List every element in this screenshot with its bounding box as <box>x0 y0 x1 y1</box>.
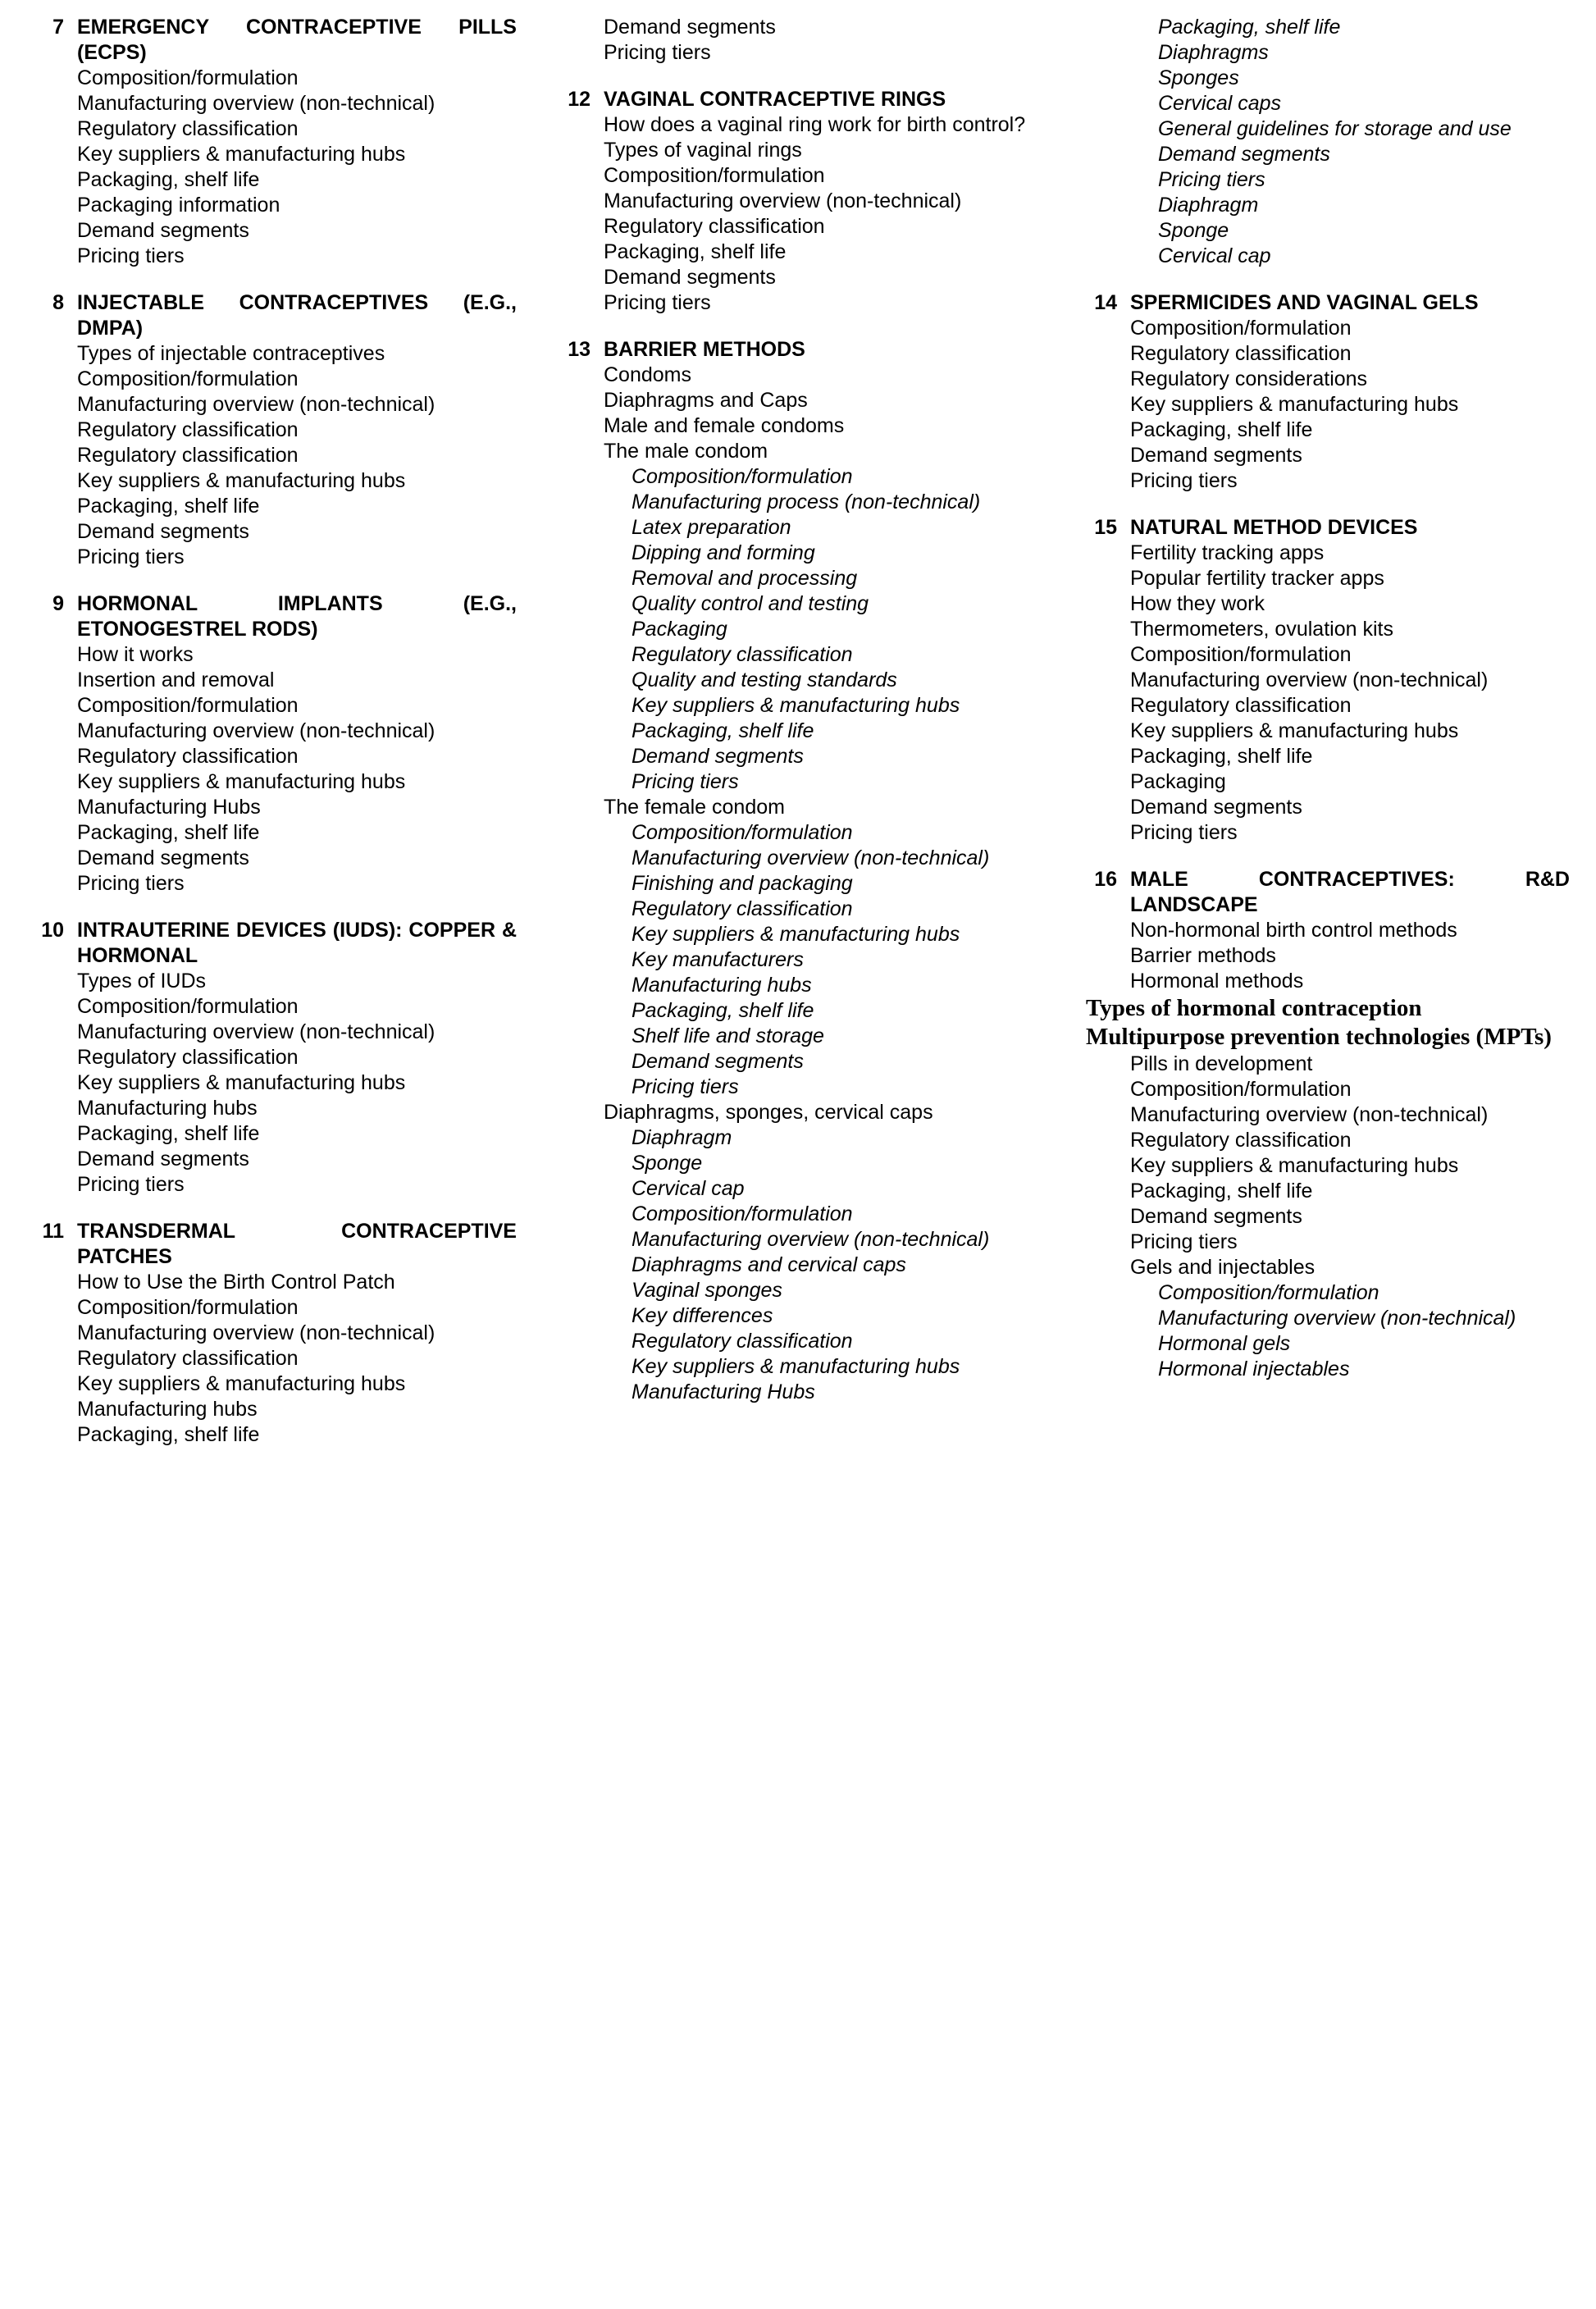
toc-subitem[interactable]: Key suppliers & manufacturing hubs <box>77 1071 406 1094</box>
toc-subsubitem[interactable]: Packaging <box>632 618 727 641</box>
toc-section-heading[interactable]: Types of hormonal contraception <box>1086 995 1422 1021</box>
toc-subsubitem[interactable]: Regulatory classification <box>632 897 853 920</box>
toc-subsubitem[interactable]: Finishing and packaging <box>632 872 853 895</box>
toc-subitem[interactable]: Key suppliers & manufacturing hubs <box>77 1372 406 1395</box>
toc-subsubitem[interactable]: Dipping and forming <box>632 541 815 564</box>
toc-subitem[interactable]: Diaphragms and Caps <box>604 389 808 412</box>
toc-subitem[interactable]: Regulatory classification <box>77 1046 299 1069</box>
toc-subitem[interactable]: How does a vaginal ring work for birth control? <box>604 113 1026 136</box>
toc-subitem[interactable]: Manufacturing hubs <box>77 1097 258 1120</box>
toc-column-1 <box>33 15 517 1448</box>
toc-subitem[interactable]: Regulatory classification <box>77 1347 299 1370</box>
toc-subitem[interactable]: Composition/formulation <box>77 66 299 89</box>
toc-subsubitem[interactable]: Hormonal injectables <box>1158 1358 1350 1380</box>
toc-section-heading[interactable]: Multipurpose prevention technologies (MPTs) <box>1086 1024 1552 1050</box>
toc-subitem[interactable]: Barrier methods <box>1130 944 1276 967</box>
toc-subitem[interactable]: Demand segments <box>77 219 249 242</box>
toc-entry-10[interactable] <box>33 918 517 969</box>
toc-subsubitem[interactable]: Regulatory classification <box>632 643 853 666</box>
toc-entry-7[interactable] <box>33 15 517 66</box>
toc-subsubitem[interactable]: Composition/formulation <box>1158 1281 1379 1304</box>
entry-number: 13 <box>568 338 591 361</box>
entry-title: INJECTABLE CONTRACEPTIVES (E.G., DMPA) <box>77 291 517 340</box>
toc-subitem[interactable]: Manufacturing overview (non-technical) <box>77 1020 435 1043</box>
toc-subitem[interactable]: Composition/formulation <box>77 1296 299 1319</box>
toc-subitem[interactable]: Pills in development <box>1130 1052 1313 1075</box>
toc-subitem[interactable]: Demand segments <box>77 520 249 543</box>
toc-subitem[interactable]: Male and female condoms <box>604 414 845 437</box>
toc-subsubitem[interactable]: Pricing tiers <box>632 1075 739 1098</box>
toc-subitem[interactable]: Regulatory considerations <box>1130 367 1368 390</box>
toc-subsubitem[interactable]: Diaphragm <box>632 1126 732 1149</box>
toc-entry-8[interactable] <box>33 290 517 341</box>
toc-subsubitem[interactable]: Cervical cap <box>632 1177 745 1200</box>
toc-subitem[interactable]: Manufacturing overview (non-technical) <box>77 92 435 115</box>
toc-subitem[interactable]: Packaging, shelf life <box>1130 418 1313 441</box>
toc-subitem[interactable]: Manufacturing Hubs <box>77 796 261 819</box>
entry-number: 14 <box>1094 291 1117 314</box>
toc-subitem[interactable]: Regulatory classification <box>604 215 825 238</box>
entry-number: 12 <box>568 88 591 111</box>
toc-subitem[interactable]: Composition/formulation <box>604 164 825 187</box>
toc-entry-14[interactable] <box>1086 290 1570 316</box>
toc-subitem[interactable]: Hormonal methods <box>1130 970 1304 993</box>
toc-subitem[interactable]: Insertion and removal <box>77 669 275 691</box>
toc-subitem[interactable]: How they work <box>1130 592 1265 615</box>
toc-subitem[interactable]: Pricing tiers <box>604 41 711 64</box>
toc-subsubitem[interactable]: Cervical cap <box>1158 244 1271 267</box>
entry-title: SPERMICIDES AND VAGINAL GELS <box>1130 291 1479 314</box>
toc-subsubitem[interactable]: Demand segments <box>632 745 804 768</box>
toc-subitem[interactable]: Key suppliers & manufacturing hubs <box>1130 1154 1459 1177</box>
toc-subsubitem[interactable]: Sponge <box>632 1152 703 1175</box>
toc-subitem[interactable]: Manufacturing overview (non-technical) <box>77 1321 435 1344</box>
toc-subitem[interactable]: Regulatory classification <box>77 444 299 467</box>
toc-entry-11[interactable] <box>33 1219 517 1270</box>
toc-subsubitem[interactable]: Packaging, shelf life <box>1158 16 1341 39</box>
toc-subitem[interactable]: Demand segments <box>604 266 776 289</box>
toc-subitem[interactable]: Pricing tiers <box>1130 469 1238 492</box>
toc-subsubitem[interactable]: Hormonal gels <box>1158 1332 1291 1355</box>
toc-subsubitem[interactable]: Diaphragm <box>1158 194 1259 217</box>
toc-subitem[interactable]: Demand segments <box>1130 444 1302 467</box>
toc-subsubitem[interactable]: Manufacturing process (non-technical) <box>632 491 981 513</box>
toc-subitem[interactable]: Composition/formulation <box>77 694 299 717</box>
toc-subsubitem[interactable]: Manufacturing overview (non-technical) <box>632 846 990 869</box>
toc-subitem[interactable]: Packaging, shelf life <box>77 495 260 518</box>
toc-subitem[interactable]: Key suppliers & manufacturing hubs <box>77 770 406 793</box>
entry-number: 15 <box>1094 516 1117 539</box>
toc-subsubitem[interactable]: Pricing tiers <box>632 770 739 793</box>
toc-subitem[interactable]: Key suppliers & manufacturing hubs <box>1130 393 1459 416</box>
toc-subitem[interactable]: Composition/formulation <box>1130 317 1352 340</box>
toc-subitem[interactable]: Pricing tiers <box>1130 1230 1238 1253</box>
toc-subsubitem[interactable]: Sponge <box>1158 219 1229 242</box>
toc-subitem[interactable]: Types of IUDs <box>77 970 206 993</box>
toc-subsubitem[interactable]: Demand segments <box>1158 143 1330 166</box>
entry-title: EMERGENCY CONTRACEPTIVE PILLS (ECPS) <box>77 16 517 64</box>
entry-title: INTRAUTERINE DEVICES (IUDS): COPPER & HORMONAL <box>77 919 517 967</box>
toc-subitem[interactable]: Composition/formulation <box>1130 1078 1352 1101</box>
toc-subsubitem[interactable]: Demand segments <box>632 1050 804 1073</box>
toc-subsubitem[interactable]: Vaginal sponges <box>632 1279 782 1302</box>
toc-subsubitem[interactable]: Manufacturing overview (non-technical) <box>632 1228 990 1251</box>
entry-number: 9 <box>52 592 64 615</box>
toc-subitem[interactable]: Gels and injectables <box>1130 1256 1316 1279</box>
toc-subitem[interactable]: Packaging, shelf life <box>77 821 260 844</box>
toc-subsubitem[interactable]: Regulatory classification <box>632 1330 853 1353</box>
toc-subitem[interactable]: Condoms <box>604 363 691 386</box>
toc-columns <box>33 15 1571 1448</box>
entry-title: BARRIER METHODS <box>604 338 805 361</box>
toc-subsubitem[interactable]: General guidelines for storage and use <box>1158 117 1512 140</box>
toc-subitem[interactable]: Thermometers, ovulation kits <box>1130 618 1393 641</box>
toc-subitem[interactable]: Composition/formulation <box>1130 643 1352 666</box>
toc-entry-12[interactable] <box>559 87 1043 112</box>
toc-subitem[interactable]: Regulatory classification <box>77 117 299 140</box>
toc-subitem[interactable]: Diaphragms, sponges, cervical caps <box>604 1101 933 1124</box>
toc-subitem[interactable]: Demand segments <box>1130 1205 1302 1228</box>
toc-subsubitem[interactable]: Pricing tiers <box>1158 168 1265 191</box>
entry-title: VAGINAL CONTRACEPTIVE RINGS <box>604 88 946 111</box>
toc-subitem[interactable]: Packaging <box>1130 770 1226 793</box>
toc-entry-16[interactable] <box>1086 867 1570 918</box>
toc-subitem[interactable]: Pricing tiers <box>77 872 185 895</box>
entry-title: MALE CONTRACEPTIVES: R&D LANDSCAPE <box>1130 868 1570 916</box>
toc-subsubitem[interactable]: Key differences <box>632 1304 773 1327</box>
toc-subitem[interactable]: Manufacturing overview (non-technical) <box>1130 669 1489 691</box>
toc-subitem[interactable]: How it works <box>77 643 194 666</box>
toc-subitem[interactable]: Packaging, shelf life <box>604 240 787 263</box>
entry-number: 10 <box>41 919 64 942</box>
toc-subitem[interactable]: Key suppliers & manufacturing hubs <box>77 143 406 166</box>
toc-entry-15[interactable] <box>1086 515 1570 541</box>
toc-subitem[interactable]: The male condom <box>604 440 768 463</box>
toc-subsubitem[interactable]: Shelf life and storage <box>632 1024 824 1047</box>
toc-subitem[interactable]: Regulatory classification <box>77 418 299 441</box>
entry-number: 7 <box>52 16 64 39</box>
toc-subitem[interactable]: How to Use the Birth Control Patch <box>77 1271 395 1294</box>
toc-subitem[interactable]: Demand segments <box>77 846 249 869</box>
toc-subsubitem[interactable]: Composition/formulation <box>632 1202 853 1225</box>
toc-subitem[interactable]: Pricing tiers <box>604 291 711 314</box>
toc-subitem[interactable]: Pricing tiers <box>77 545 185 568</box>
toc-subitem[interactable]: Popular fertility tracker apps <box>1130 567 1384 590</box>
entry-title: TRANSDERMAL CONTRACEPTIVE PATCHES <box>77 1220 517 1268</box>
entry-number: 8 <box>52 291 64 314</box>
toc-subitem[interactable]: Regulatory classification <box>1130 1129 1352 1152</box>
toc-subitem[interactable]: Regulatory classification <box>1130 342 1352 365</box>
toc-subsubitem[interactable]: Composition/formulation <box>632 465 853 488</box>
toc-subitem[interactable]: The female condom <box>604 796 785 819</box>
toc-subitem[interactable]: Demand segments <box>1130 796 1302 819</box>
toc-subitem[interactable]: Packaging, shelf life <box>77 1122 260 1145</box>
toc-subsubitem[interactable]: Manufacturing Hubs <box>632 1380 815 1403</box>
toc-subitem[interactable]: Manufacturing overview (non-technical) <box>604 189 962 212</box>
toc-subitem[interactable]: Manufacturing overview (non-technical) <box>1130 1103 1489 1126</box>
toc-subitem[interactable]: Demand segments <box>77 1148 249 1170</box>
toc-subitem[interactable]: Packaging, shelf life <box>77 1423 260 1446</box>
toc-subitem[interactable]: Packaging, shelf life <box>1130 745 1313 768</box>
toc-subsubitem[interactable]: Key suppliers & manufacturing hubs <box>632 694 960 717</box>
toc-subitem[interactable]: Packaging information <box>77 194 280 217</box>
toc-subsubitem[interactable]: Packaging, shelf life <box>632 999 814 1022</box>
toc-column-3 <box>1086 15 1570 1382</box>
toc-subsubitem[interactable]: Packaging, shelf life <box>632 719 814 742</box>
toc-subitem[interactable]: Manufacturing overview (non-technical) <box>77 393 435 416</box>
toc-subitem[interactable]: Regulatory classification <box>77 745 299 768</box>
toc-subitem[interactable]: Pricing tiers <box>77 1173 185 1196</box>
toc-subitem[interactable]: Composition/formulation <box>77 995 299 1018</box>
entry-title: HORMONAL IMPLANTS (E.G., ETONOGESTREL RODS) <box>77 592 517 641</box>
toc-subitem[interactable]: Non-hormonal birth control methods <box>1130 919 1457 942</box>
toc-subitem[interactable]: Packaging, shelf life <box>77 168 260 191</box>
toc-subsubitem[interactable]: Cervical caps <box>1158 92 1282 115</box>
toc-subsubitem[interactable]: Key suppliers & manufacturing hubs <box>632 923 960 946</box>
toc-subitem[interactable]: Regulatory classification <box>1130 694 1352 717</box>
toc-subsubitem[interactable]: Quality control and testing <box>632 592 869 615</box>
toc-subitem[interactable]: Key suppliers & manufacturing hubs <box>77 469 406 492</box>
toc-subsubitem[interactable]: Removal and processing <box>632 567 858 590</box>
toc-subsubitem[interactable]: Key suppliers & manufacturing hubs <box>632 1355 960 1378</box>
toc-subitem[interactable]: Composition/formulation <box>77 367 299 390</box>
toc-subitem[interactable]: Types of vaginal rings <box>604 139 802 162</box>
toc-subitem[interactable]: Manufacturing hubs <box>77 1398 258 1421</box>
toc-subsubitem[interactable]: Key manufacturers <box>632 948 804 971</box>
toc-subsubitem[interactable]: Sponges <box>1158 66 1239 89</box>
toc-subitem[interactable]: Packaging, shelf life <box>1130 1180 1313 1202</box>
toc-subitem[interactable]: Types of injectable contraceptives <box>77 342 385 365</box>
toc-entry-13[interactable] <box>559 337 1043 363</box>
entry-number: 11 <box>42 1220 64 1243</box>
toc-subsubitem[interactable]: Composition/formulation <box>632 821 853 844</box>
toc-subsubitem[interactable]: Diaphragms <box>1158 41 1269 64</box>
toc-subitem[interactable]: Pricing tiers <box>77 244 185 267</box>
toc-entry-9[interactable] <box>33 591 517 642</box>
toc-column-2 <box>559 15 1043 1405</box>
toc-subsubitem[interactable]: Latex preparation <box>632 516 791 539</box>
toc-subsubitem[interactable]: Diaphragms and cervical caps <box>632 1253 906 1276</box>
toc-subitem[interactable]: Manufacturing overview (non-technical) <box>77 719 435 742</box>
toc-subitem[interactable]: Pricing tiers <box>1130 821 1238 844</box>
entry-title: NATURAL METHOD DEVICES <box>1130 516 1418 539</box>
toc-subitem[interactable]: Fertility tracking apps <box>1130 541 1325 564</box>
toc-subitem[interactable]: Key suppliers & manufacturing hubs <box>1130 719 1459 742</box>
toc-subsubitem[interactable]: Quality and testing standards <box>632 669 897 691</box>
toc-subsubitem[interactable]: Manufacturing overview (non-technical) <box>1158 1307 1516 1330</box>
toc-subitem[interactable]: Demand segments <box>604 16 776 39</box>
entry-number: 16 <box>1094 868 1117 891</box>
toc-subsubitem[interactable]: Manufacturing hubs <box>632 974 812 997</box>
